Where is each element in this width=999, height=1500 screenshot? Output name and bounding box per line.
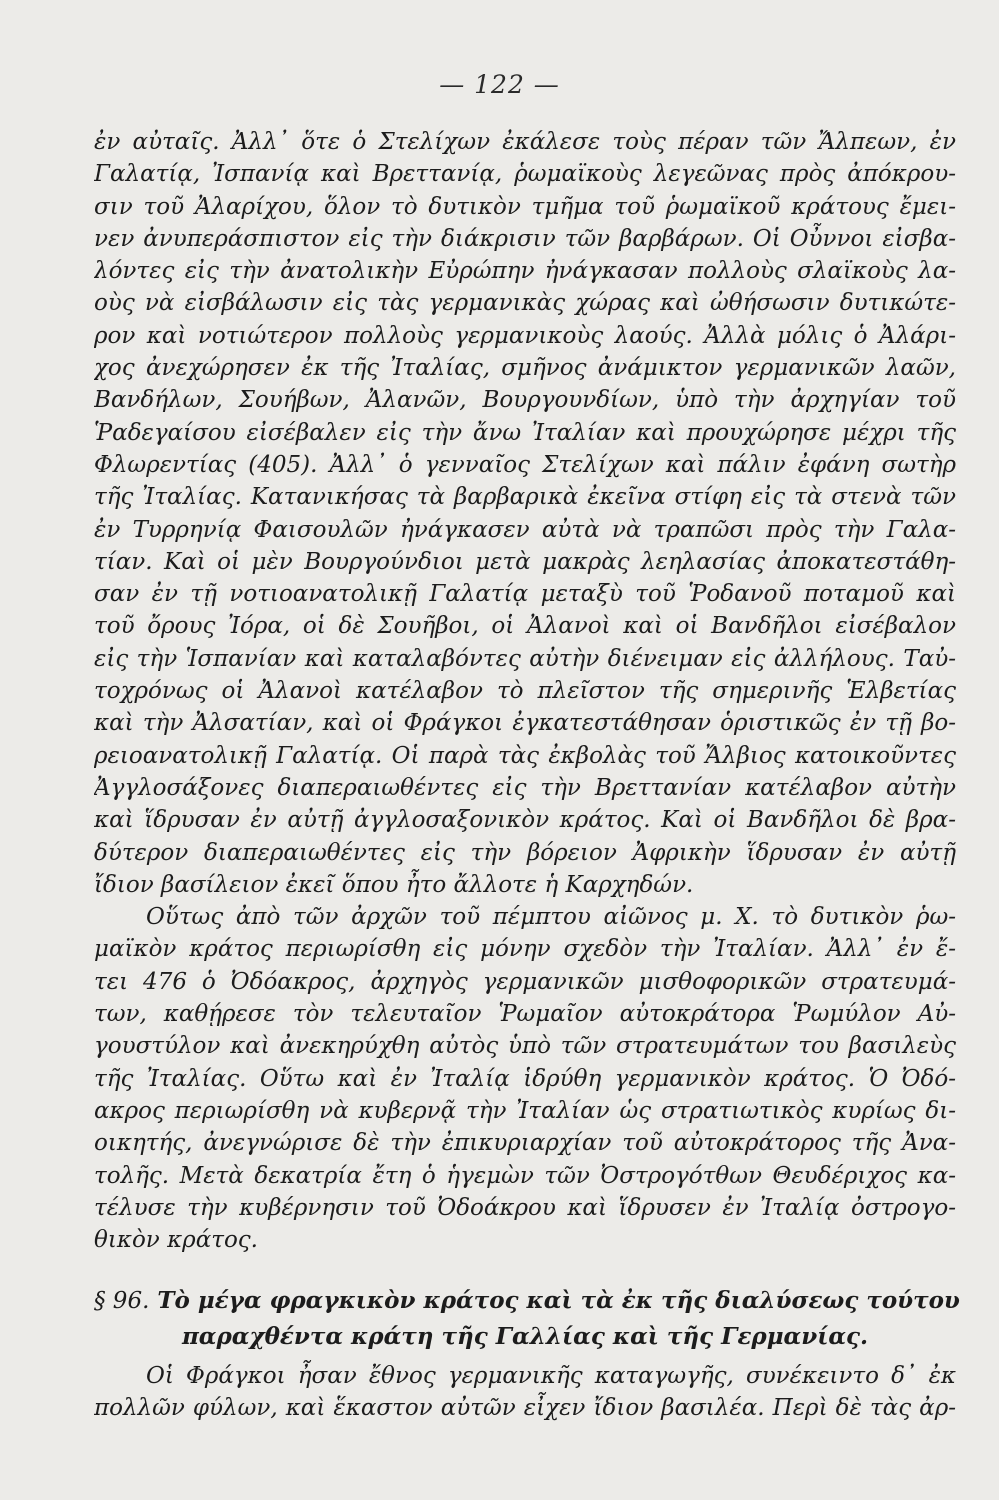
text-line: καὶ τὴν Ἀλσατίαν, καὶ οἱ Φράγκοι ἐγκατεστάθησαν ὁριστικῶς ἐν τῇ βο-	[94, 710, 956, 737]
text-line: γουστύλον καὶ ἀνεκηρύχθη αὐτὸς ὑπὸ τῶν στρατευμάτων του βασιλεὺς	[94, 1033, 956, 1060]
text-line: Ἀγγλοσάξονες διαπεραιωθέντες εἰς τὴν Βρεττανίαν κατέλαβον αὐτὴν	[94, 774, 956, 801]
text-line: πολλῶν φύλων, καὶ ἕκαστον αὐτῶν εἶχεν ἴδιον βασιλέα. Περὶ δὲ τὰς ἀρ-	[94, 1395, 956, 1422]
text-line: Φλωρεντίας (405). Ἀλλ᾽ ὁ γενναῖος Στελίχων καὶ πάλιν ἐφάνη σωτὴρ	[94, 451, 956, 478]
text-line: τέλυσε τὴν κυβέρνησιν τοῦ Ὀδοάκρου καὶ ἵδρυσεν ἐν Ἰταλίᾳ ὀστρογο-	[94, 1194, 956, 1221]
text-line: θικὸν κράτος.	[94, 1227, 258, 1254]
text-line: τολῆς. Μετὰ δεκατρία ἔτη ὁ ἡγεμὼν τῶν Ὀστρογότθων Θευδέριχος κα-	[94, 1162, 956, 1189]
text-line: Οὕτως ἀπὸ τῶν ἀρχῶν τοῦ πέμπτου αἰῶνος μ. Χ. τὸ δυτικὸν ῥω-	[146, 904, 956, 931]
text-line: τοχρόνως οἱ Ἀλανοὶ κατέλαβον τὸ πλεῖστον τῆς σημερινῆς Ἑλβετίας	[94, 678, 956, 705]
section-text	[94, 1360, 956, 1425]
text-line: οικητής, ἀνεγνώρισε δὲ τὴν ἐπικυριαρχίαν τοῦ αὐτοκράτορος τῆς Ἀνα-	[94, 1130, 956, 1157]
text-line: οὺς νὰ εἰσβάλωσιν εἰς τὰς γερμανικὰς χώρας καὶ ὠθήσωσιν δυτικώτε-	[94, 290, 956, 317]
main-text	[94, 126, 956, 1256]
text-line: νεν ἀνυπεράσπιστον εἰς τὴν διάκρισιν τῶν βαρβάρων. Οἱ Οὖννοι εἰσβα-	[94, 225, 956, 252]
text-line: σαν ἐν τῇ νοτιοανατολικῇ Γαλατίᾳ μεταξὺ τοῦ Ῥοδανοῦ ποταμοῦ καὶ	[94, 581, 956, 608]
text-line: Βανδήλων, Σουήβων, Ἀλανῶν, Βουργουνδίων, ὑπὸ τὴν ἀρχηγίαν τοῦ	[94, 387, 956, 414]
text-line: λόντες εἰς τὴν ἀνατολικὴν Εὐρώπην ἠνάγκασαν πολλοὺς σλαϊκοὺς λα-	[94, 258, 956, 285]
text-line: ἴδιον βασίλειον ἐκεῖ ὅπου ἦτο ἄλλοτε ἡ Καρχηδών.	[94, 871, 694, 898]
text-line: τοῦ ὄρους Ἰόρα, οἱ δὲ Σουῆβοι, οἱ Ἀλανοὶ καὶ οἱ Βανδῆλοι εἰσέβαλον	[94, 613, 956, 640]
text-line: των, καθῄρεσε τὸν τελευταῖον Ῥωμαῖον αὐτοκράτορα Ῥωμύλον Αὐ-	[94, 1001, 956, 1028]
text-line: τίαν. Καὶ οἱ μὲν Βουργούνδιοι μετὰ μακρὰς λεηλασίας ἀποκατεστάθη-	[94, 548, 956, 575]
text-line: τει 476 ὁ Ὀδόακρος, ἀρχηγὸς γερμανικῶν μισθοφορικῶν στρατευμά-	[94, 968, 956, 995]
text-line: δύτερον διαπεραιωθέντες εἰς τὴν βόρειον Ἀφρικὴν ἵδρυσαν ἐν αὐτῇ	[94, 839, 956, 866]
section-title-part-1: Τὸ μέγα φραγκικὸν κράτος καὶ τὰ ἐκ τῆς διαλύσεως τούτου	[157, 1287, 960, 1314]
text-line: σιν τοῦ Ἀλαρίχου, ὅλον τὸ δυτικὸν τμῆμα τοῦ ῥωμαϊκοῦ κράτους ἔμει-	[94, 193, 956, 220]
section-heading	[94, 1283, 960, 1355]
text-line: χος ἀνεχώρησεν ἐκ τῆς Ἰταλίας, σμῆνος ἀνάμικτον γερμανικῶν λαῶν,	[94, 355, 956, 382]
text-line: μαϊκὸν κράτος περιωρίσθη εἰς μόνην σχεδὸν τὴν Ἰταλίαν. Ἀλλ᾽ ἐν ἔ-	[94, 936, 956, 963]
text-line: ἐν αὐταῖς. Ἀλλ᾽ ὅτε ὁ Στελίχων ἐκάλεσε τοὺς πέραν τῶν Ἄλπεων, ἐν	[94, 129, 956, 155]
text-line: Γαλατίᾳ, Ἰσπανίᾳ καὶ Βρεττανίᾳ, ῥωμαϊκοὺς λεγεῶνας πρὸς ἀπόκρου-	[94, 161, 956, 188]
text-line: ρον καὶ νοτιώτερον πολλοὺς γερμανικοὺς λαούς. Ἀλλὰ μόλις ὁ Ἀλάρι-	[94, 322, 956, 349]
page-number: — 122 —	[439, 70, 560, 99]
text-line: ακρος περιωρίσθη νὰ κυβερνᾷ τὴν Ἰταλίαν ὡς στρατιωτικὸς κυρίως δι-	[94, 1097, 956, 1124]
text-line: εἰς τὴν Ἱσπανίαν καὶ καταλαβόντες αὐτὴν διένειμαν εἰς ἀλλήλους. Ταὐ-	[94, 645, 956, 672]
text-line: ρειοανατολικῇ Γαλατίᾳ. Οἱ παρὰ τὰς ἐκβολὰς τοῦ Ἄλβιος κατοικοῦντες	[94, 742, 956, 769]
section-title-part-2: παραχθέντα κράτη τῆς Γαλλίας καὶ τῆς Γερμανίας.	[181, 1323, 869, 1350]
text-line: ἐν Τυρρηνίᾳ Φαισουλῶν ἠνάγκασεν αὐτὰ νὰ τραπῶσι πρὸς τὴν Γαλα-	[94, 516, 956, 543]
section-heading-line-1	[94, 1283, 960, 1319]
section-number: § 96.	[94, 1288, 150, 1314]
text-line: τῆς Ἰταλίας. Οὕτω καὶ ἐν Ἰταλίᾳ ἱδρύθη γερμανικὸν κράτος. Ὁ Ὀδό-	[94, 1065, 956, 1092]
text-line: Ῥαδεγαίσου εἰσέβαλεν εἰς τὴν ἄνω Ἰταλίαν καὶ προυχώρησε μέχρι τῆς	[94, 419, 956, 446]
text-line: Οἱ Φράγκοι ἦσαν ἔθνος γερμανικῆς καταγωγῆς, συνέκειντο δ᾽ ἐκ	[146, 1363, 956, 1389]
text-line: τῆς Ἰταλίας. Κατανικήσας τὰ βαρβαρικὰ ἐκεῖνα στίφη εἰς τὰ στενὰ τῶν	[94, 484, 956, 511]
text-line: καὶ ἵδρυσαν ἐν αὐτῇ ἀγγλοσαξονικὸν κράτος. Καὶ οἱ Βανδῆλοι δὲ βρα-	[94, 807, 956, 834]
